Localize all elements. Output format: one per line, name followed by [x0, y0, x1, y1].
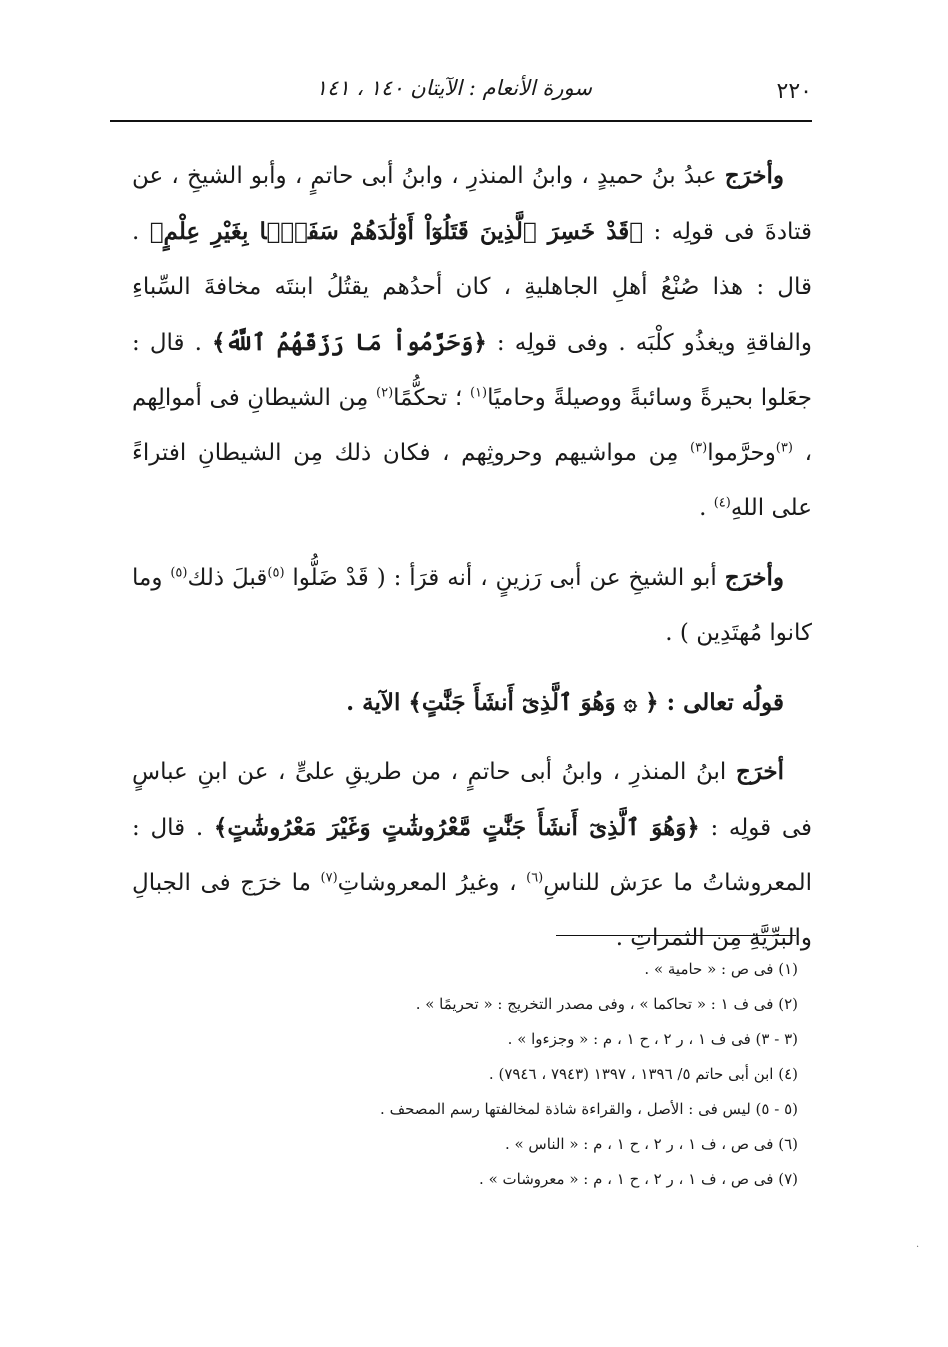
paragraph-text: مِن مواشيهم وحروثِهم ، فكان ذلك مِن الشيطانِ افتراءً على اللهِ: [132, 440, 812, 521]
paragraph-text: .: [699, 495, 714, 521]
footnote-ref[interactable]: (٣): [690, 440, 708, 456]
page-number: ٢٢٠: [776, 78, 812, 104]
paragraph-text: ، وغيرُ المعروشاتِ: [337, 870, 527, 896]
paragraph-text: . قال : جعَلوا بحيرةً وسائبةً ووصيلةً وحاميًا: [132, 330, 812, 411]
footnote-ref[interactable]: (٥): [267, 565, 285, 581]
quran-quote: ﴿وَهُوَ ٱلَّذِىٓ أَنشَأَ جَنَّٰتٍ مَّعْرُوشَٰتٍ وَغَيْرَ مَعْرُوشَٰتٍ﴾: [213, 814, 700, 841]
paragraph-text: ما خرَج فى الجبالِ والبرِّيَّةِ مِن الثمراتِ .: [132, 870, 812, 951]
paragraph-text: وما كانوا مُهتَدِين ) .: [132, 565, 812, 646]
footnote-ref[interactable]: (٢): [376, 385, 394, 401]
paragraph-ibn-abbas: [132, 744, 812, 966]
footnote-ref[interactable]: (١): [469, 385, 488, 401]
main-text: [132, 148, 812, 966]
heading-label: قولُه تعالى :: [658, 689, 784, 716]
footnote-ref[interactable]: (٧): [320, 870, 338, 886]
footnote: (٤) ابن أبى حاتم ٥/ ١٣٩٦ ، ١٣٩٧ (٧٩٤٣ ، ٧٩٤٦) .: [488, 1065, 798, 1083]
page-header: [110, 66, 812, 116]
running-title: سورة الأنعام : الآيتان ١٤٠ ، ١٤١: [315, 76, 592, 100]
paragraph-abu-razin: [132, 550, 812, 661]
paragraph-text: قبلَ ذلك: [187, 565, 268, 591]
paragraph-text: أبو الشيخِ عن أبى رَزينٍ ، أنه قرَأ : ( قَدْ ضَلُّوا: [284, 565, 725, 591]
paragraph-qatada: [132, 148, 812, 536]
paragraph-text: مِن الشيطانِ فى أموالِهم ،: [132, 385, 812, 466]
footnote: (٦) فى ص ، ف ١ ، ر ٢ ، ح ١ ، م : « الناس » .: [504, 1135, 798, 1153]
paragraph-text: عبدُ بنُ حميدٍ ، وابنُ المنذرِ ، وابنُ أبى حاتمٍ ، وأبو الشيخِ ، عن قتادةَ فى قولِه :: [132, 163, 812, 245]
footnote: (١) فى ص : « حامية » .: [644, 960, 798, 978]
header-rule: [110, 120, 812, 122]
footnote-separator: [556, 935, 796, 936]
paragraph-text: ابنُ المنذرِ ، وابنُ أبى حاتمٍ ، من طريقِ علىٍّ ، عن ابنِ عباسٍ فى قولِه :: [132, 759, 813, 841]
paragraph-text: . قال : المعروشاتُ ما عرَش للناسِ: [132, 815, 812, 896]
footnote-ref[interactable]: (٤): [713, 495, 731, 511]
quran-quote: ﴿وَحَرَّمُواْ مَا رَزَقَهُمُ ٱللَّهُ﴾: [211, 329, 487, 356]
paragraph-text: وحرَّموا: [707, 440, 776, 466]
footnote: (٥ - ٥) ليس فى : الأصل ، والقراءة شاذة لمخالفتها رسم المصحف .: [380, 1100, 798, 1118]
paragraph-lead: وأخرَج: [724, 564, 784, 591]
paragraph-lead: وأخرَج: [724, 162, 784, 189]
paragraph-text: ؛ تحكُّمًا: [393, 385, 470, 411]
section-heading: [132, 675, 812, 730]
footnote: (٧) فى ص ، ف ١ ، ر ٢ ، ح ١ ، م : « معروشات » .: [479, 1170, 798, 1188]
footnote-ref[interactable]: (٥): [170, 565, 188, 581]
footnotes-list: [158, 952, 798, 1197]
footnote-ref[interactable]: (٦): [526, 870, 544, 886]
heading-suffix: الآية .: [346, 689, 409, 716]
footnote-ref[interactable]: (٣): [775, 440, 793, 456]
paragraph-lead: أخرَج: [735, 758, 784, 785]
quran-quote: ﴿قَدْ خَسِرَ ٱلَّذِينَ قَتَلُوٓاْ أَوْلَٰدَهُمْ سَفَهًۢا بِغَيْرِ عِلْمٍ﴾: [149, 218, 644, 245]
quran-quote: ﴿ ۞ وَهُوَ ٱلَّذِىٓ أَنشَأَ جَنَّٰتٍ﴾: [408, 689, 659, 716]
footnote: (٢) فى ف ١ : « تحاكما » ، وفى مصدر التخريج : « تحريمًا » .: [415, 995, 798, 1013]
paragraph-text: . قال : هذا صُنْعُ أهلِ الجاهليةِ ، كان أحدُهم يقتُلُ ابنتَه مخافةَ السِّباءِ والفاقةِ ويغذُو كلْبَه . وفى قولِه :: [132, 219, 812, 356]
footnote: (٣ - ٣) فى ف ١ ، ر ٢ ، ح ١ ، م : « وجزءوا » .: [507, 1030, 798, 1048]
margin-speck: ·: [916, 1242, 920, 1253]
